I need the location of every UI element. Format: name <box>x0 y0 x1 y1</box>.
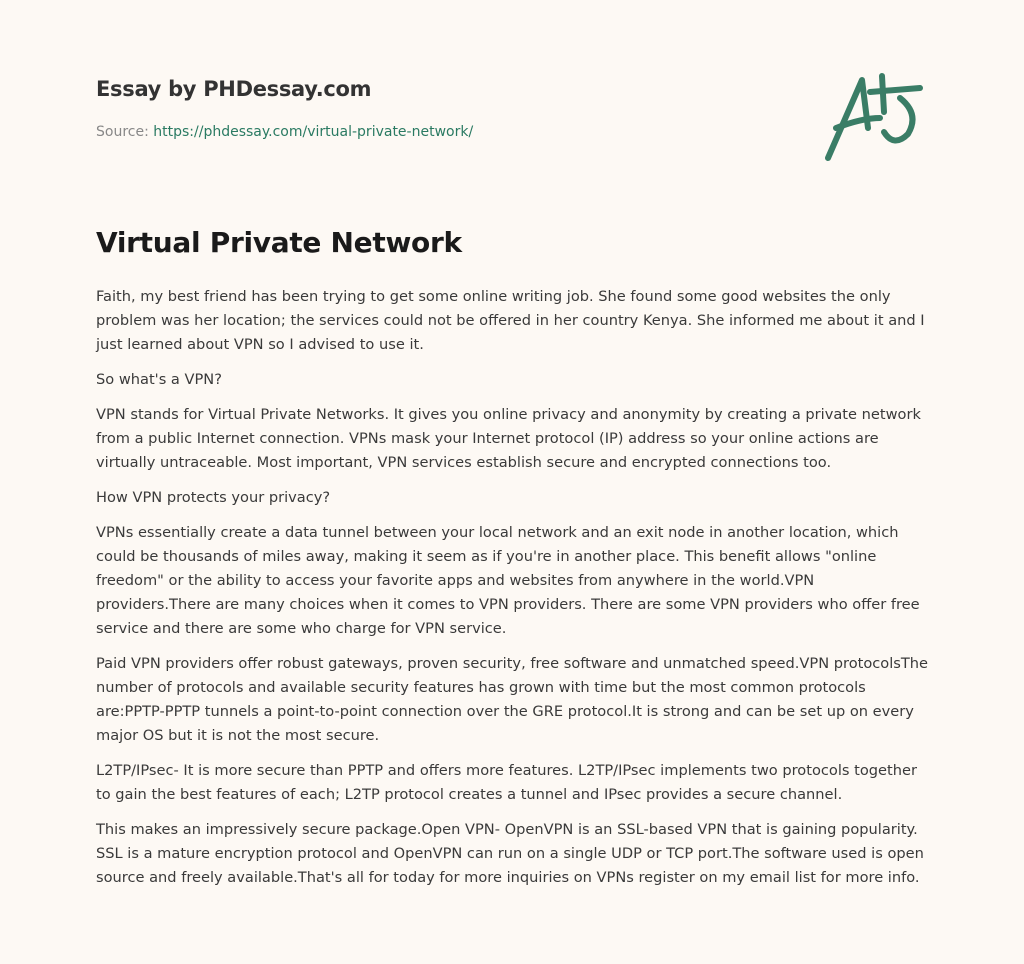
a-plus-logo-icon <box>822 68 926 164</box>
paragraph: So what's a VPN? <box>96 371 222 388</box>
source-line <box>96 124 473 140</box>
essay-title: Virtual Private Network <box>96 226 462 259</box>
paragraph: L2TP/IPsec- It is more secure than PPTP and offers more features. L2TP/IPsec implements two protocols together to gain the best features of each; L2TP protocol creates a tunnel and IPsec provides a secure channel. <box>96 762 917 803</box>
paragraph: How VPN protects your privacy? <box>96 489 331 506</box>
essay-body <box>96 285 932 901</box>
source-link[interactable]: https://phdessay.com/virtual-private-network/ <box>153 124 474 140</box>
paragraph: VPNs essentially create a data tunnel between your local network and an exit node in another location, which could be thousands of miles away, making it seem as if you're in another place. This benefit allows "online freedom" or the ability to access your favorite apps and websites from anywhere in the world.VPN providers.There are many choices when it comes to VPN providers. There are some VPN providers who offer free service and there are some who charge for VPN service. <box>96 524 920 637</box>
site-brand: Essay by PHDessay.com <box>96 77 372 101</box>
source-label: Source: <box>96 124 149 140</box>
paragraph: This makes an impressively secure package.Open VPN- OpenVPN is an SSL-based VPN that is gaining popularity. SSL is a mature encryption protocol and OpenVPN can run on a single UDP or TCP port.The software used is open source and freely available.That's all for today for more inquiries on VPNs register on my email list for more info. <box>96 821 924 886</box>
paragraph: Faith, my best friend has been trying to get some online writing job. She found some good websites the only problem was her location; the services could not be offered in her country Kenya. She informed me about it and I just learned about VPN so I advised to use it. <box>96 288 925 353</box>
paragraph: Paid VPN providers offer robust gateways, proven security, free software and unmatched speed.VPN protocolsThe number of protocols and available security features has grown with time but the most common protocols are:PPTP-PPTP tunnels a point-to-point connection over the GRE protocol.It is strong and can be set up on every major OS but it is not the most secure. <box>96 655 929 744</box>
paragraph: VPN stands for Virtual Private Networks. It gives you online privacy and anonymity by creating a private network from a public Internet connection. VPNs mask your Internet protocol (IP) address so your online actions are virtually untraceable. Most important, VPN services establish secure and encrypted connections too. <box>96 406 921 471</box>
